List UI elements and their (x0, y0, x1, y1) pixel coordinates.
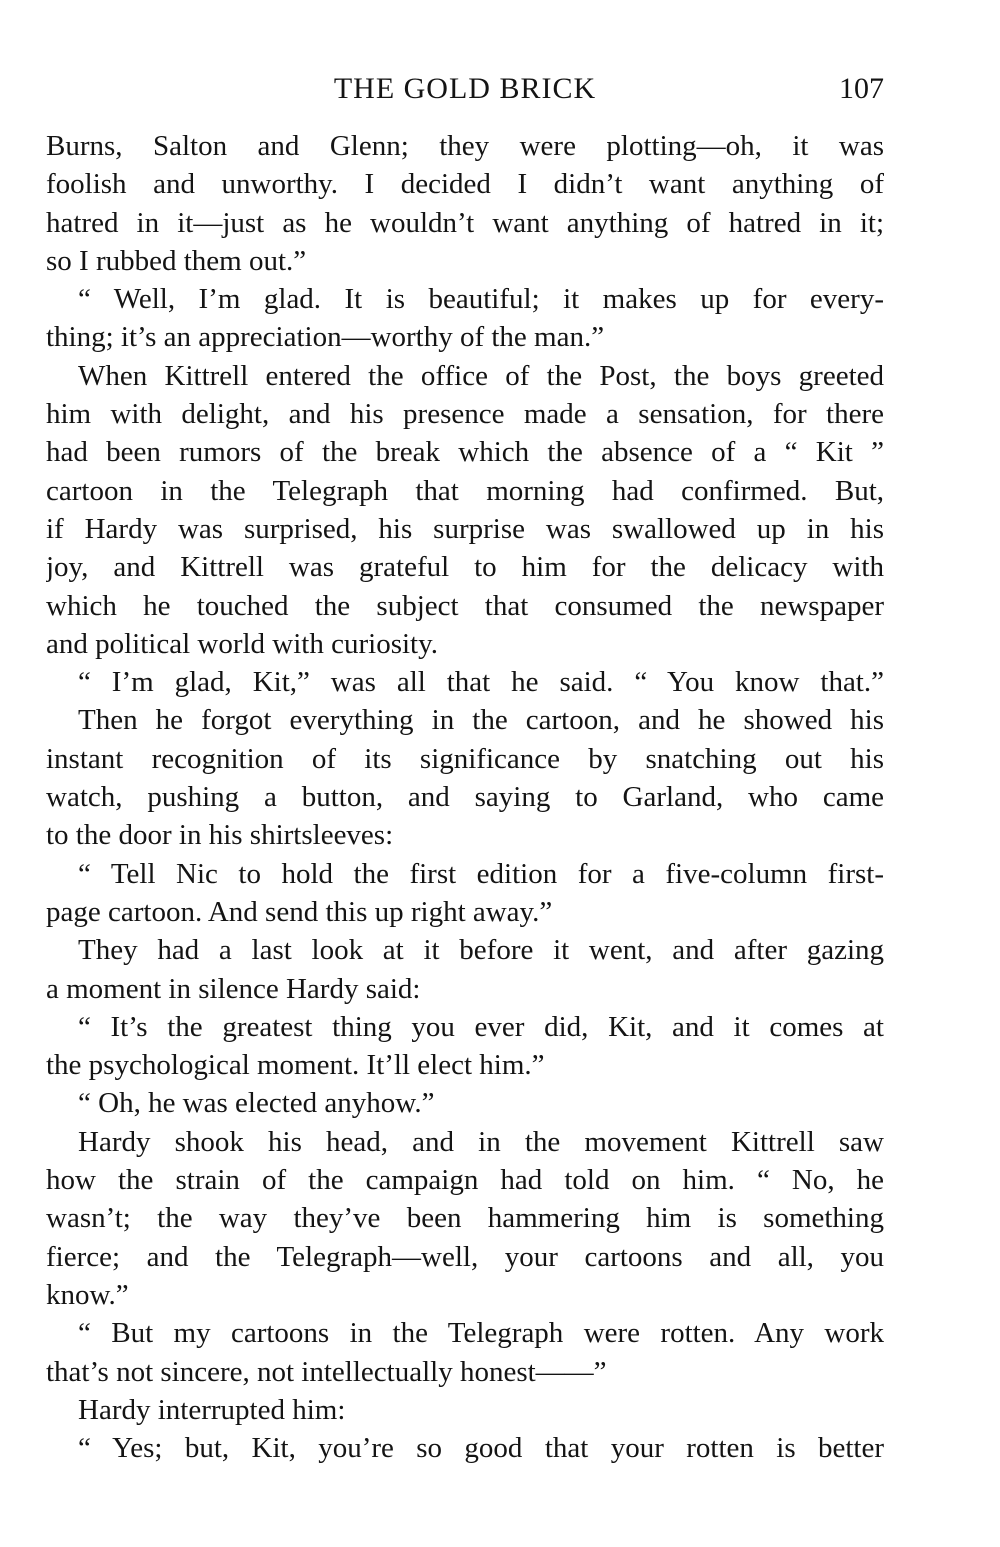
body-text (46, 127, 884, 1467)
text-line: When Kittrell entered the office of the Post, the boys greeted (78, 359, 884, 392)
text-line: “ Oh, he was elected anyhow.” (78, 1087, 435, 1120)
text-line: hatred in it—just as he wouldn’t want anything of hatred in it; (46, 206, 884, 239)
text-line: wasn’t; the way they’ve been hammering him is something (46, 1202, 884, 1235)
text-line: cartoon in the Telegraph that morning had confirmed. But, (46, 474, 884, 507)
page-header (46, 66, 884, 112)
text-line: page cartoon. And send this up right away.” (46, 895, 553, 928)
text-line: if Hardy was surprised, his surprise was swallowed up in his (46, 512, 884, 545)
page-number: 107 (839, 72, 884, 105)
text-line: thing; it’s an appreciation—worthy of the man.” (46, 321, 605, 354)
text-line: and political world with curiosity. (46, 627, 438, 660)
text-line: Burns, Salton and Glenn; they were plotting—oh, it was (46, 130, 884, 162)
text-line: which he touched the subject that consumed the newspaper (46, 589, 884, 622)
text-line: how the strain of the campaign had told on him. “ No, he (46, 1164, 884, 1197)
text-line: “ I’m glad, Kit,” was all that he said. “ You know that.” (78, 666, 884, 699)
text-line: “ It’s the greatest thing you ever did, Kit, and it comes at (78, 1010, 884, 1043)
text-line: fierce; and the Telegraph—well, your cartoons and all, you (46, 1240, 884, 1273)
text-line: Hardy interrupted him: (78, 1393, 346, 1426)
text-line: watch, pushing a button, and saying to Garland, who came (46, 781, 884, 814)
text-line: foolish and unworthy. I decided I didn’t want anything of (46, 168, 884, 201)
text-line: Hardy shook his head, and in the movement Kittrell saw (78, 1125, 884, 1158)
text-line: to the door in his shirtsleeves: (46, 819, 394, 852)
text-line: had been rumors of the break which the absence of a “ Kit ” (46, 436, 884, 469)
text-line: “ Tell Nic to hold the first edition for a five-column first- (78, 857, 884, 890)
text-line: him with delight, and his presence made a sensation, for there (46, 398, 884, 431)
text-line: the psychological moment. It’ll elect him.” (46, 1049, 545, 1082)
text-line: joy, and Kittrell was grateful to him for the delicacy with (46, 551, 884, 584)
text-line: a moment in silence Hardy said: (46, 972, 421, 1005)
text-line: They had a last look at it before it went, and after gazing (78, 934, 884, 967)
running-head: THE GOLD BRICK (333, 72, 597, 105)
text-line: “ Well, I’m glad. It is beautiful; it makes up for every- (78, 283, 884, 316)
text-line: know.” (46, 1278, 129, 1311)
text-line: instant recognition of its significance by snatching out his (46, 742, 884, 775)
text-line: “ Yes; but, Kit, you’re so good that your rotten is better (78, 1432, 884, 1465)
text-line: Then he forgot everything in the cartoon, and he showed his (78, 704, 884, 737)
text-line: that’s not sincere, not intellectually honest——” (46, 1355, 607, 1388)
text-line: “ But my cartoons in the Telegraph were rotten. Any work (78, 1317, 884, 1350)
text-line: so I rubbed them out.” (46, 244, 307, 277)
